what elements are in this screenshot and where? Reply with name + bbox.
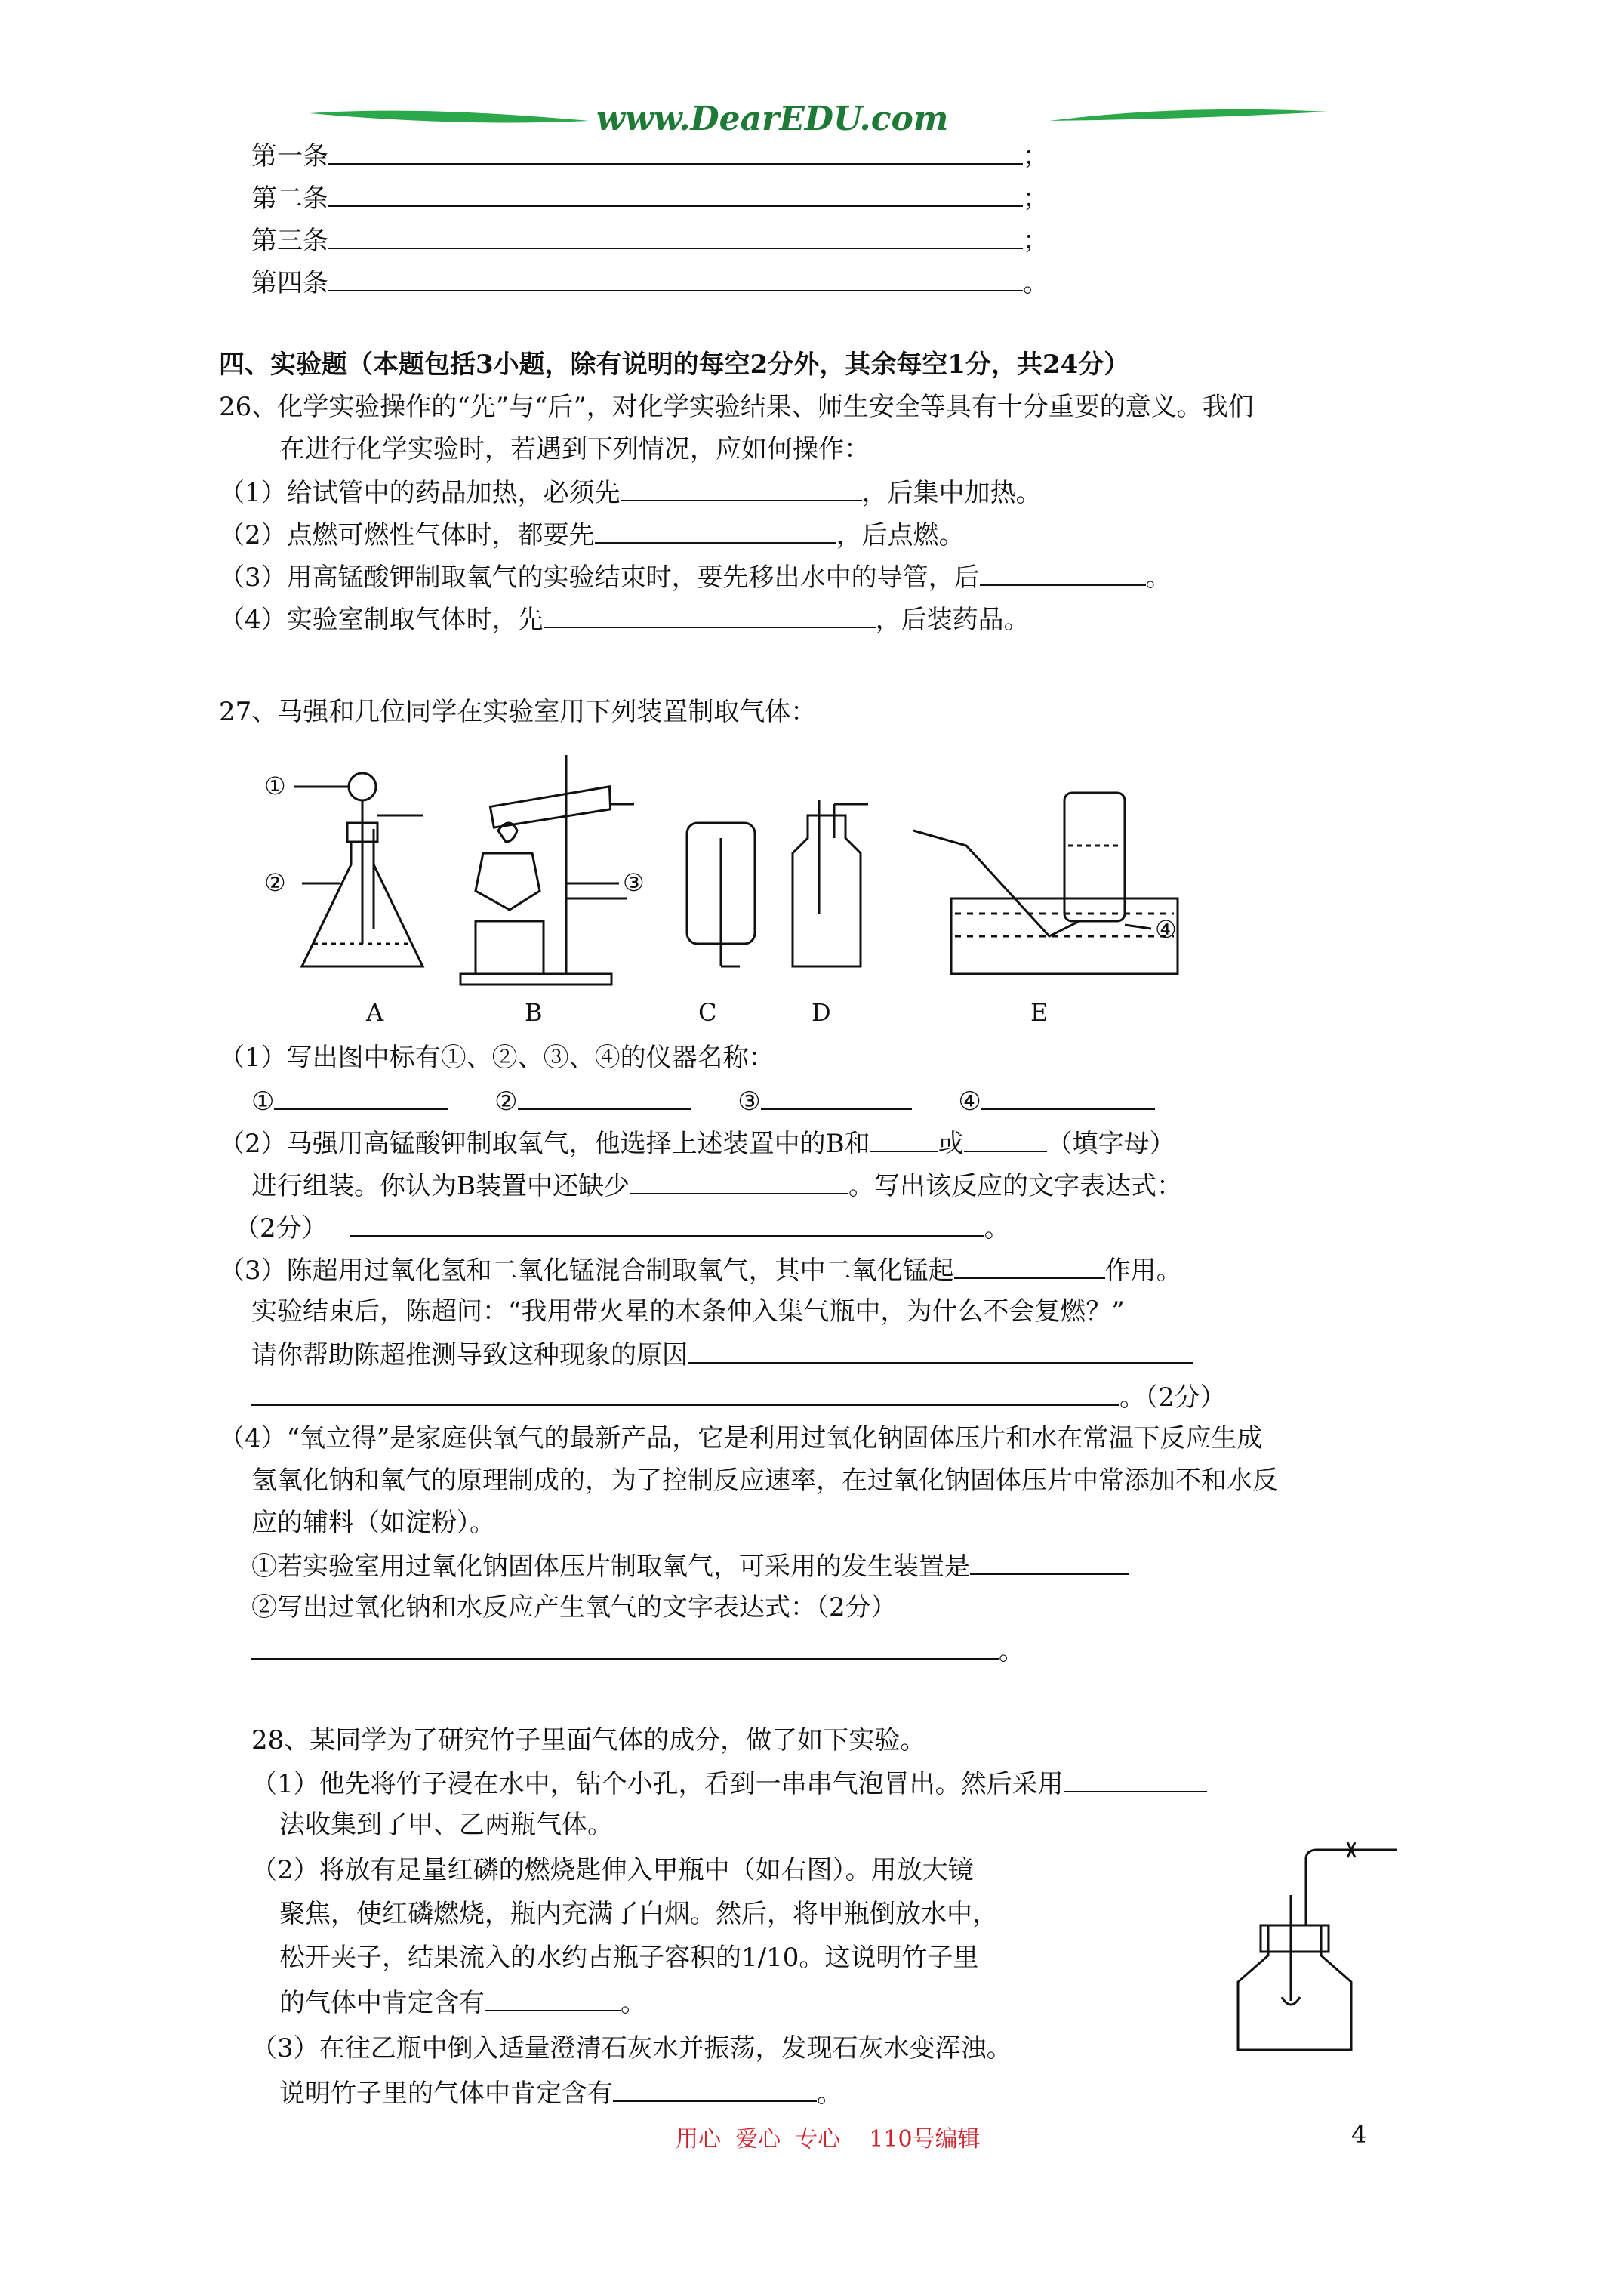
label-d: D bbox=[812, 998, 831, 1027]
answer-blank[interactable] bbox=[870, 1125, 938, 1152]
answer-blank[interactable] bbox=[350, 1210, 984, 1237]
footer-text: 用心 爱心 专心 110号编辑 bbox=[676, 2126, 981, 2153]
rule-line-2: 第二条 ； bbox=[251, 180, 1049, 216]
q26-part1: （1）给试管中的药品加热，必须先 ，后集中加热。 bbox=[219, 474, 1042, 510]
answer-blank[interactable] bbox=[595, 516, 836, 544]
apparatus-c-bottle bbox=[687, 823, 755, 966]
answer-blank[interactable] bbox=[954, 1252, 1105, 1279]
apparatus-b-heating bbox=[460, 755, 634, 985]
q27-part4-cont2: 应的辅料（如淀粉）。 bbox=[251, 1508, 495, 1538]
answer-blank[interactable] bbox=[980, 559, 1146, 586]
answer-blank[interactable] bbox=[544, 601, 876, 628]
q26-part3: （3）用高锰酸钾制取氧气的实验结束时，要先移出水中的导管，后 。 bbox=[219, 559, 1172, 595]
q27-part2: （2）马强用高锰酸钾制取氧气，他选择上述装置中的B和 或 （填字母） bbox=[219, 1125, 1175, 1161]
answer-blank[interactable] bbox=[688, 1336, 1193, 1364]
q27-part1: （1）写出图中标有①、②、③、④的仪器名称： bbox=[219, 1043, 775, 1073]
rule-line-4: 第四条 。 bbox=[251, 264, 1049, 300]
marker-1: ① bbox=[264, 772, 286, 800]
rule-label: 第三条 bbox=[251, 226, 328, 256]
label-e: E bbox=[1030, 998, 1049, 1027]
q28-part2-cont: 聚焦，使红磷燃烧，瓶内充满了白烟。然后，将甲瓶倒放水中， bbox=[279, 1899, 998, 1929]
answer-blank[interactable] bbox=[970, 1548, 1129, 1575]
label-a: A bbox=[366, 998, 384, 1027]
answer-blank[interactable] bbox=[613, 2075, 817, 2102]
q28-intro: 28、某同学为了研究竹子里面气体的成分，做了如下实验。 bbox=[251, 1725, 926, 1755]
answer-blank[interactable] bbox=[251, 1632, 999, 1660]
section-title: 四、实验题（本题包括3小题，除有说明的每空2分外，其余每空1分，共24分） bbox=[219, 350, 1130, 380]
q27-intro: 27、马强和几位同学在实验室用下列装置制取气体： bbox=[219, 697, 817, 727]
marker-2: ② bbox=[264, 868, 286, 897]
q27-part4-answer: 。 bbox=[251, 1632, 1024, 1669]
q26-intro-2: 在进行化学实验时，若遇到下列情况，应如何操作： bbox=[279, 434, 870, 464]
q28-part2: （2）将放有足量红磷的燃烧匙伸入甲瓶中（如右图）。用放大镜 bbox=[251, 1855, 974, 1885]
q27-part4-cont: 氢氧化钠和氧气的原理制成的，为了控制反应速率，在过氧化钠固体压片中常添加不和水反 bbox=[251, 1465, 1278, 1496]
answer-blank[interactable] bbox=[328, 222, 1023, 249]
answer-blank[interactable] bbox=[274, 1083, 448, 1110]
q27-part2-eq: （2分） 。 bbox=[234, 1210, 1010, 1246]
rule-line-3: 第三条 ； bbox=[251, 222, 1049, 258]
rule-label: 第一条 bbox=[251, 141, 328, 171]
q26-part4: （4）实验室制取气体时，先 ，后装药品。 bbox=[219, 601, 1030, 637]
q27-part4-sub2: ②写出过氧化钠和水反应产生氧气的文字表达式：（2分） bbox=[251, 1592, 897, 1623]
answer-blank[interactable] bbox=[981, 1083, 1155, 1110]
page-number: 4 bbox=[1351, 2120, 1367, 2149]
q27-part3-question: 实验结束后，陈超问：“我用带火星的木条伸入集气瓶中，为什么不会复燃？” bbox=[251, 1296, 1125, 1327]
answer-blank[interactable] bbox=[630, 1167, 848, 1194]
q26-intro: 26、化学实验操作的“先”与“后”，对化学实验结果、师生安全等具有十分重要的意义。我们 bbox=[219, 392, 1254, 422]
marker-3: ③ bbox=[623, 868, 645, 897]
q27-part4-sub1: ①若实验室用过氧化钠固体压片制取氧气，可采用的发生装置是 bbox=[251, 1548, 1129, 1584]
answer-blank[interactable] bbox=[485, 1984, 621, 2011]
combustion-bottle-figure bbox=[1223, 1842, 1404, 2061]
q28-part2-cont2: 松开夹子，结果流入的水约占瓶子容积的1/10。这说明竹子里 bbox=[279, 1943, 979, 1973]
marker-4: ④ bbox=[1155, 915, 1177, 944]
apparatus-a-flask bbox=[302, 773, 423, 966]
header-banner bbox=[310, 97, 1329, 142]
q28-part2-cont3: 的气体中肯定含有 。 bbox=[279, 1984, 646, 2020]
q28-part3: （3）在往乙瓶中倒入适量澄清石灰水并振荡，发现石灰水变浑浊。 bbox=[251, 2033, 1012, 2063]
answer-blank[interactable] bbox=[761, 1083, 912, 1110]
rule-label: 第二条 bbox=[251, 183, 328, 214]
header-site: www.DearEDU.com bbox=[596, 100, 949, 138]
q27-part3-reason-cont: 。（2分） bbox=[251, 1379, 1226, 1415]
q27-part2-cont: 进行组装。你认为B装置中还缺少 。写出该反应的文字表达式： bbox=[251, 1167, 1182, 1203]
rule-line-1: 第一条 ； bbox=[251, 137, 1049, 174]
apparatus-figure bbox=[249, 740, 1223, 997]
answer-blank[interactable] bbox=[328, 264, 1023, 291]
q28-part1: （1）他先将竹子浸在水中，钻个小孔，看到一串串气泡冒出。然后采用 bbox=[251, 1765, 1207, 1801]
q27-part4: （4）“氧立得”是家庭供氧气的最新产品，它是利用过氧化钠固体压片和水在常温下反应生成 bbox=[219, 1423, 1263, 1453]
answer-blank[interactable] bbox=[328, 180, 1023, 207]
q27-instrument-names: ① ② ③ ④ bbox=[251, 1083, 1155, 1119]
apparatus-e-trough bbox=[913, 793, 1178, 974]
label-c: C bbox=[698, 998, 717, 1027]
q27-part3: （3）陈超用过氧化氢和二氧化锰混合制取氧气，其中二氧化锰起 作用。 bbox=[219, 1252, 1182, 1288]
answer-blank[interactable] bbox=[328, 137, 1023, 165]
answer-blank[interactable] bbox=[621, 474, 862, 501]
answer-blank[interactable] bbox=[251, 1379, 1119, 1406]
label-b: B bbox=[525, 998, 543, 1027]
q28-part3-cont: 说明竹子里的气体中肯定含有 。 bbox=[279, 2075, 842, 2111]
answer-blank[interactable] bbox=[964, 1125, 1047, 1152]
rule-label: 第四条 bbox=[251, 268, 328, 298]
footer bbox=[0, 2120, 1623, 2158]
q27-part3-reason: 请你帮助陈超推测导致这种现象的原因 bbox=[251, 1336, 1193, 1373]
q28-part1-cont: 法收集到了甲、乙两瓶气体。 bbox=[279, 1810, 613, 1840]
apparatus-d-bottle bbox=[793, 800, 868, 966]
answer-blank[interactable] bbox=[1064, 1765, 1207, 1792]
q26-part2: （2）点燃可燃性气体时，都要先 ，后点燃。 bbox=[219, 516, 965, 553]
answer-blank[interactable] bbox=[518, 1083, 691, 1110]
